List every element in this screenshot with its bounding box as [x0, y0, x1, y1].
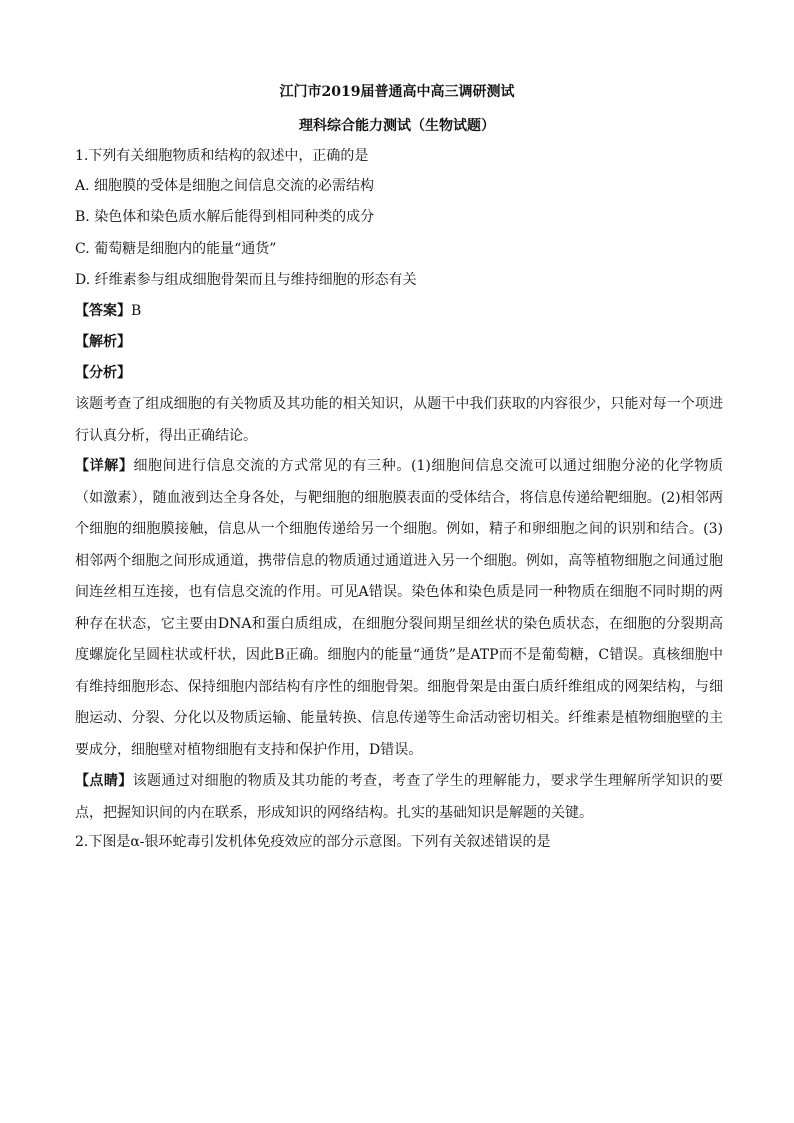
fenxi-tag: 【分析】 [75, 365, 131, 381]
option-a: A. 细胞膜的受体是细胞之间信息交流的必需结构 [75, 178, 375, 194]
xiangjie-text: 细胞间进行信息交流的方式常见的有三种。(1)细胞间信息交流可以通过细胞分泌的化学物质（如激素），随血液到达全身各处，与靶细胞的细胞膜表面的受体结合，将信息传递给靶细胞。(2)相邻两个细胞的细胞膜接触，信息从一个细胞传递给另一个细胞。例如，精子和卵细胞之间的识别和结合。(3)相邻两个细胞之间形成通道，携带信息的物质通过通道进入另一个细胞。例如，高等植物细胞之间通过胞间连丝相互连接，也有信息交流的作用。可见A错误。染色体和染色质是同一种物质在细胞不同时期的两种存在状态，它主要由DNA和蛋白质组成，在细胞分裂间期呈细丝状的染色质状态，在细胞的分裂期高度螺旋化呈圆柱状或杆状，因此B正确。细胞内的能量“通货”是ATP而不是葡萄糖，C错误。真核细胞中有维持细胞形态、保持细胞内部结构有序性的细胞骨架。细胞骨架是由蛋白质纤维组成的网架结构，与细胞运动、分裂、分化以及物质运输、能量转换、信息传递等生命活动密切相关。纤维素是植物细胞壁的主要成分，细胞壁对植物细胞有支持和保护作用，D错误。 [75, 458, 723, 758]
option-d: D. 纤维素参与组成细胞骨架而且与维持细胞的形态有关 [75, 272, 417, 288]
xiangjie-paragraph [75, 451, 723, 766]
dianjing-tag: 【点睛】 [75, 773, 133, 789]
dianjing-text: 该题通过对细胞的物质及其功能的考查，考查了学生的理解能力，要求学生理解所学知识的要点，把握知识间的内在联系，形成知识的网络结构。扎实的基础知识是解题的关键。 [75, 773, 724, 821]
fenxi-paragraph [75, 389, 723, 452]
answer-value: B [131, 303, 142, 319]
answer-line [75, 301, 725, 321]
option-b: B. 染色体和染色质水解后能得到相同种类的成分 [75, 209, 375, 225]
xiangjie-tag: 【详解】 [75, 458, 134, 474]
question-1-stem: 1.下列有关细胞物质和结构的叙述中，正确的是 [75, 148, 369, 164]
dianjing-paragraph [75, 766, 723, 829]
answer-tag: 【答案】 [75, 303, 131, 319]
option-c: C. 葡萄糖是细胞内的能量“通货” [75, 241, 277, 257]
document-title: 江门市2019届普通高中高三调研测试 [279, 84, 515, 100]
fenxi-text: 该题考查了组成细胞的有关物质及其功能的相关知识，从题干中我们获取的内容很少，只能对每一个项进行认真分析，得出正确结论。 [75, 396, 723, 444]
document-subtitle: 理科综合能力测试（生物试题） [299, 118, 495, 134]
analysis-header: 【解析】 [75, 334, 131, 350]
question-2-stem: 2.下图是α-银环蛇毒引发机体免疫效应的部分示意图。下列有关叙述错误的是 [75, 834, 551, 850]
